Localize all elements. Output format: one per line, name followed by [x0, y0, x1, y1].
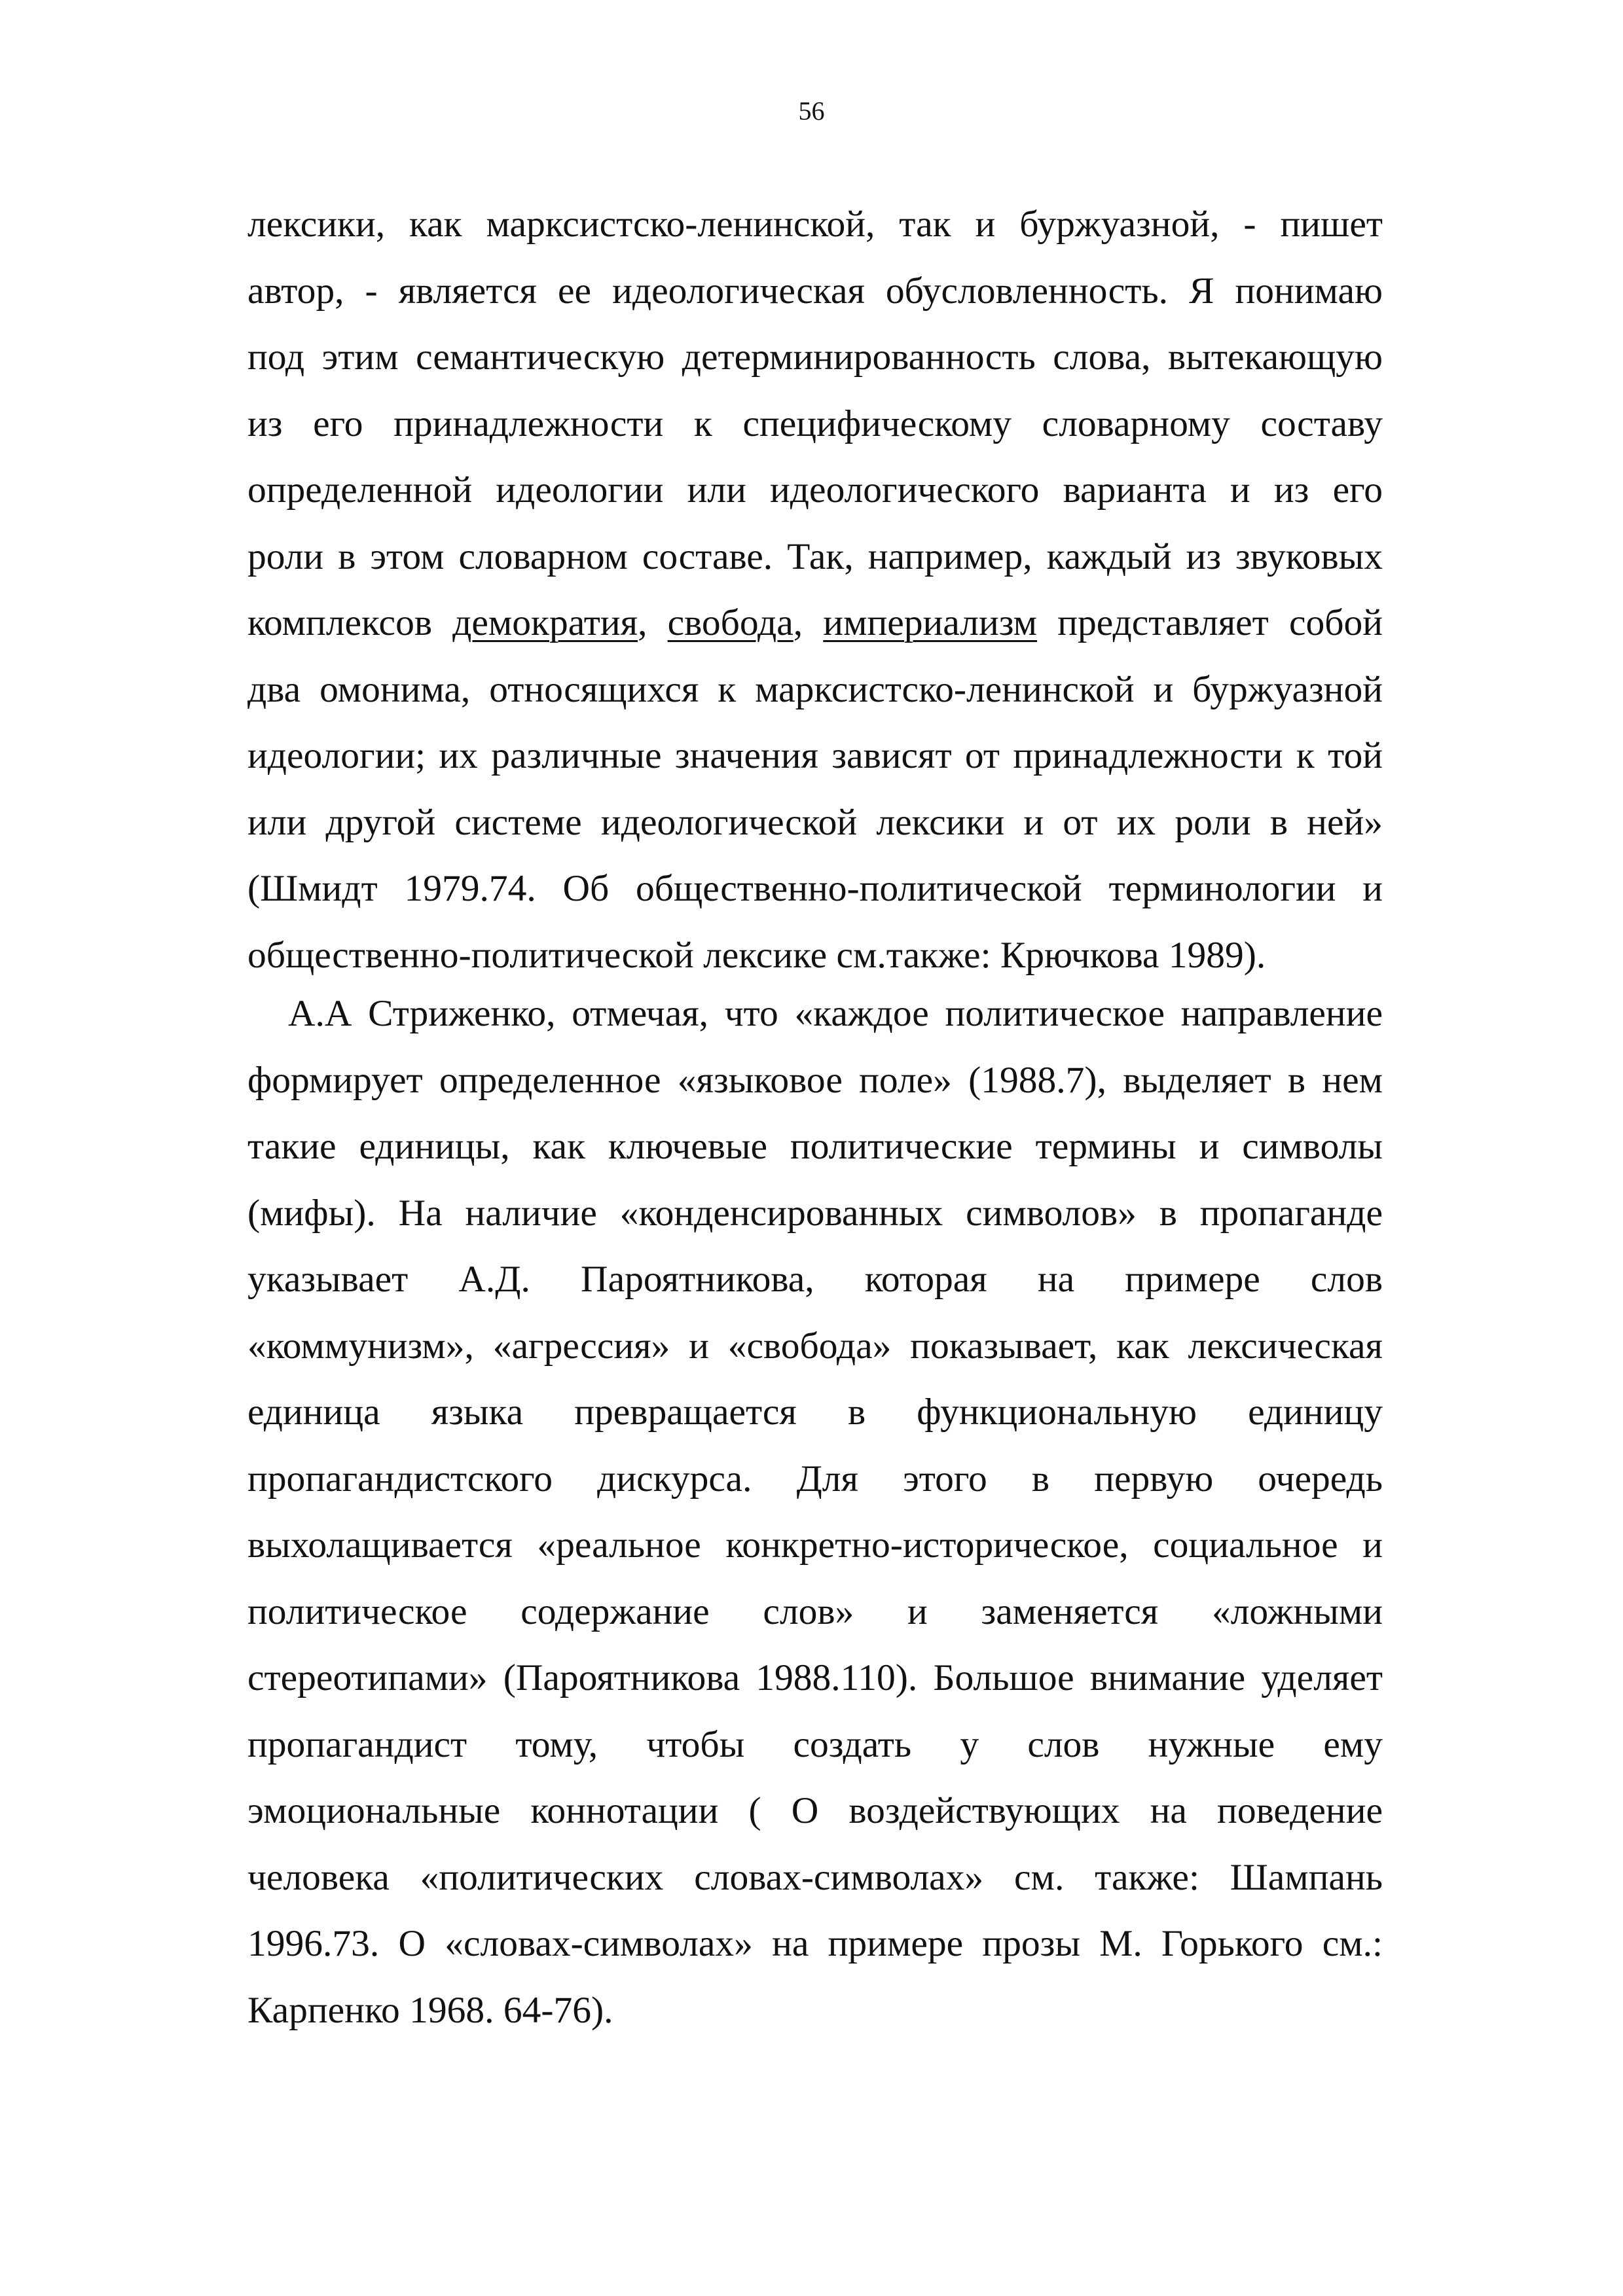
text-line: формирует определенное «языковое поле» (1988.7), выделяет в нем [247, 1059, 1383, 1101]
underlined-term-democracy: демократия [452, 602, 638, 643]
text-line: выхолащивается «реальное конкретно-историческое, социальное и [247, 1524, 1383, 1566]
text-line: лексики, как марксистско-ленинской, так и буржуазной, - пишет [247, 204, 1383, 245]
text-line: пропагандистского дискурса. Для этого в первую очередь [247, 1458, 1383, 1499]
text-line: «коммунизм», «агрессия» и «свобода» показывает, как лексическая [247, 1325, 1383, 1367]
text-line: (мифы). На наличие «конденсированных символов» в пропаганде [247, 1192, 1383, 1234]
text-line: под этим семантическую детерминированность слова, вытекающую [247, 336, 1383, 378]
text-line: или другой системе идеологической лексики и от их роли в ней» [247, 801, 1383, 843]
underlined-term-freedom: свобода [667, 602, 793, 643]
text-line: человека «политических словах-символах» см. также: Шампань [247, 1856, 1383, 1898]
separator: , [793, 602, 824, 643]
line-prefix: комплексов [247, 602, 453, 643]
text-line: единица языка превращается в функциональную единицу [247, 1391, 1383, 1433]
text-line: определенной идеологии или идеологического варианта и из его [247, 469, 1383, 511]
separator: , [638, 602, 668, 643]
text-line: стереотипами» (Пароятникова 1988.110). Большое внимание уделяет [247, 1657, 1383, 1698]
text-line: (Шмидт 1979.74. Об общественно-политической терминологии и [247, 868, 1383, 909]
text-line: идеологии; их различные значения зависят от принадлежности к той [247, 735, 1383, 776]
text-line: два омонима, относящихся к марксистско-ленинской и буржуазной [247, 668, 1383, 710]
page-number: 56 [798, 96, 825, 126]
text-line: автор, - является ее идеологическая обусловленность. Я понимаю [247, 270, 1383, 312]
text-line: роли в этом словарном составе. Так, например, каждый из звуковых [247, 535, 1383, 577]
text-line: политическое содержание слов» и заменяется «ложными [247, 1590, 1383, 1632]
text-line: из его принадлежности к специфическому словарному составу [247, 403, 1383, 444]
text-line: пропагандист тому, чтобы создать у слов нужные ему [247, 1723, 1383, 1765]
text-line: указывает А.Д. Пароятникова, которая на примере слов [247, 1259, 1383, 1300]
paragraph-2 [247, 980, 1383, 2043]
text-line: общественно-политической лексике см.также: Крючкова 1989). [247, 934, 1266, 976]
text-line-underlined-terms [247, 590, 1383, 656]
paragraph-1 [247, 191, 1383, 988]
text-line: такие единицы, как ключевые политические термины и символы [247, 1126, 1383, 1167]
text-line: 1996.73. О «словах-символах» на примере прозы М. Горького см.: [247, 1923, 1383, 1964]
text-line: Карпенко 1968. 64-76). [247, 1989, 613, 2031]
line-suffix: представляет собой [1037, 602, 1383, 643]
text-line: эмоциональные коннотации ( О воздействующих на поведение [247, 1790, 1383, 1831]
underlined-term-imperialism: империализм [823, 602, 1038, 643]
text-line: А.А Стриженко, отмечая, что «каждое политическое направление [288, 993, 1383, 1034]
